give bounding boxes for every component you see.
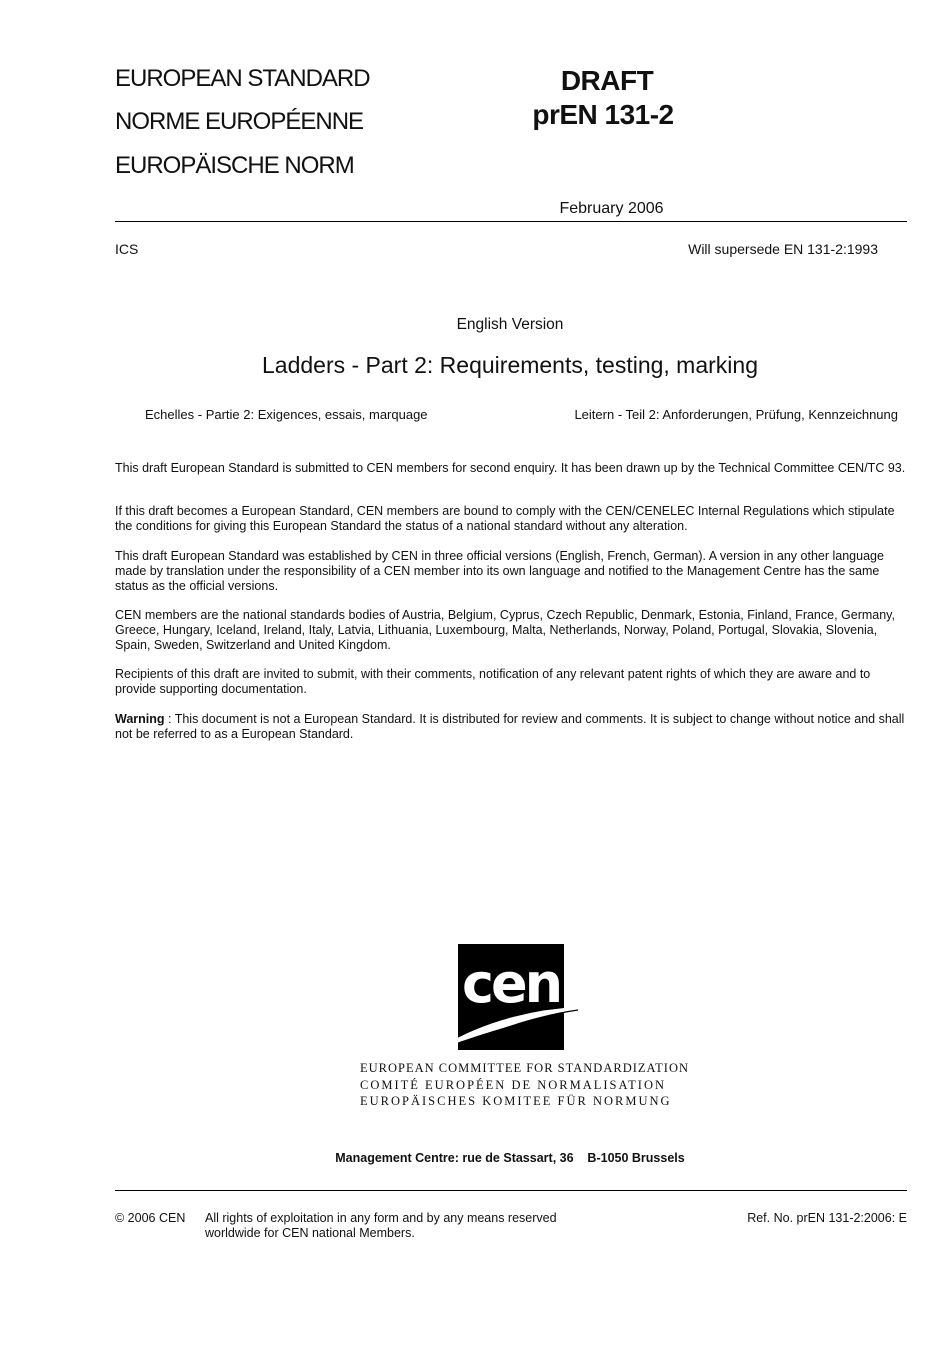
cen-logo-wordmark: cen [461, 952, 561, 1015]
title-german: Leitern - Teil 2: Anforderungen, Prüfung, Kennzeichnung [574, 407, 898, 422]
paragraph-submission: This draft European Standard is submitted to CEN members for second enquiry. It has been drawn up by the Technical Committee CEN/TC 93. [115, 461, 906, 475]
paragraph-warning [115, 712, 910, 742]
publication-date: February 2006 [559, 200, 664, 217]
document-number: prEN 131-2 [532, 99, 674, 130]
warning-text: : This document is not a European Standard. It is distributed for review and comments. It is subject to change without notice and shall not be referred to as a European Standard. [115, 712, 905, 741]
document-title: Ladders - Part 2: Requirements, testing, marking [261, 352, 758, 378]
paragraph-members: CEN members are the national standards bodies of Austria, Belgium, Cyprus, Czech Republic, Denmark, Estonia, Finland, France, Germany, Greece, Hungary, Iceland, Ireland, Italy, Latvia, Lithuania, Luxembourg, Malta, Netherlands, Norway, Poland, Portugal, Slovakia, Slovenia, Spain, Sweden, Switzerland and United Kingdom. [115, 608, 895, 652]
header-divider [115, 221, 907, 222]
rights-line-1: All rights of exploitation in any form and by any means reserved [205, 1211, 557, 1225]
draft-label: DRAFT [560, 65, 654, 96]
ics-label: ICS [115, 241, 139, 257]
standard-name-de: EUROPÄISCHE NORM [115, 152, 354, 179]
standard-name-en: EUROPEAN STANDARD [115, 65, 370, 92]
title-french: Echelles - Partie 2: Exigences, essais, marquage [145, 407, 428, 422]
rights-line-2: worldwide for CEN national Members. [205, 1226, 415, 1240]
committee-name-en: EUROPEAN COMMITTEE FOR STANDARDIZATION [360, 1061, 690, 1075]
cen-logo [440, 942, 585, 1054]
management-centre-address: Management Centre: rue de Stassart, 36 B-1050 Brussels [335, 1151, 685, 1165]
version-label: English Version [456, 316, 564, 333]
warning-label: Warning [115, 712, 165, 726]
standard-name-fr: NORME EUROPÉENNE [115, 108, 364, 135]
committee-name-fr: COMITÉ EUROPÉEN DE NORMALISATION [360, 1078, 667, 1092]
paragraph-regulations: If this draft becomes a European Standard, CEN members are bound to comply with the CEN/CENELEC Internal Regulations which stipulate the conditions for giving this European Standard the status of a national standard without any alteration. [115, 504, 895, 533]
paragraph-versions: This draft European Standard was established by CEN in three official versions (English, French, German). A version in any other language made by translation under the responsibility of a CEN member into its own language and notified to the Management Centre has the same status as the official versions. [115, 549, 884, 593]
copyright-notice: © 2006 CEN [115, 1211, 186, 1225]
paragraph-patents: Recipients of this draft are invited to submit, with their comments, notification of any relevant patent rights of which they are aware and to provide supporting documentation. [115, 667, 871, 696]
reference-number: Ref. No. prEN 131-2:2006: E [747, 1211, 907, 1225]
footer-divider [115, 1190, 907, 1191]
committee-name-de: EUROPÄISCHES KOMITEE FÜR NORMUNG [360, 1094, 672, 1108]
supersedes-note: Will supersede EN 131-2:1993 [688, 241, 878, 257]
